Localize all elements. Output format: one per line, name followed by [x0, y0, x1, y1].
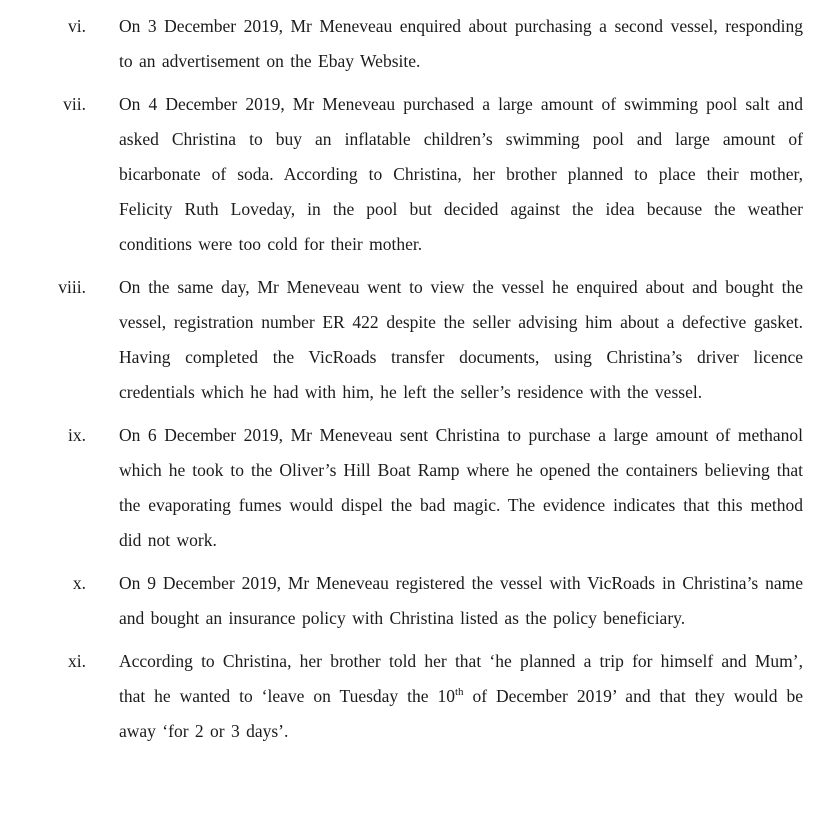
list-item-x [0, 566, 836, 636]
list-item-vii [0, 87, 836, 262]
paragraph-text: On 6 December 2019, Mr Meneveau sent Christina to purchase a large amount of methanol which he took to the Oliver’s Hill Boat Ramp where he opened the containers believing that the evaporating fumes would dispel the bad magic. The evidence indicates that this method did not work. [119, 425, 803, 550]
paragraph-text: On 4 December 2019, Mr Meneveau purchased a large amount of swimming pool salt and asked Christina to buy an inflatable children’s swimming pool and large amount of bicarbonate of soda. According to Christina, her brother planned to place their mother, Felicity Ruth Loveday, in the pool but decided against the idea because the weather conditions were too cold for their mother. [119, 94, 803, 254]
list-item-marker: xi. [68, 651, 86, 671]
list-item-xi [0, 644, 836, 749]
paragraph-text: On the same day, Mr Meneveau went to view the vessel he enquired about and bought the vessel, registration number ER 422 despite the seller advising him about a defective gasket. Having completed the VicRoads transfer documents, using Christina’s driver licence credentials which he had with him, he left the seller’s residence with the vessel. [119, 277, 803, 402]
paragraph-text-segment: of December 2019’ and that they would be away ‘for 2 or 3 days’. [119, 686, 803, 741]
paragraph-text-segment: According to Christina, her brother told her that ‘he planned a trip for himself and Mum’, that he wanted to ‘leave on Tuesday the 10 [119, 651, 803, 706]
paragraph-text [119, 644, 803, 749]
ordinal-superscript: th [454, 686, 464, 699]
list-item-marker: vii. [63, 94, 86, 114]
paragraph-text: On 9 December 2019, Mr Meneveau registered the vessel with VicRoads in Christina’s name and bought an insurance policy with Christina listed as the policy beneficiary. [119, 573, 803, 628]
list-item-marker: x. [72, 573, 86, 593]
list-item-marker: viii. [58, 277, 86, 297]
list-item-ix [0, 418, 836, 558]
list-item-vi [0, 9, 836, 79]
paragraph-text: On 3 December 2019, Mr Meneveau enquired about purchasing a second vessel, responding to an advertisement on the Ebay Website. [119, 16, 803, 71]
list-item-viii [0, 270, 836, 410]
list-item-marker: ix. [68, 425, 86, 445]
list-item-marker: vi. [68, 16, 86, 36]
